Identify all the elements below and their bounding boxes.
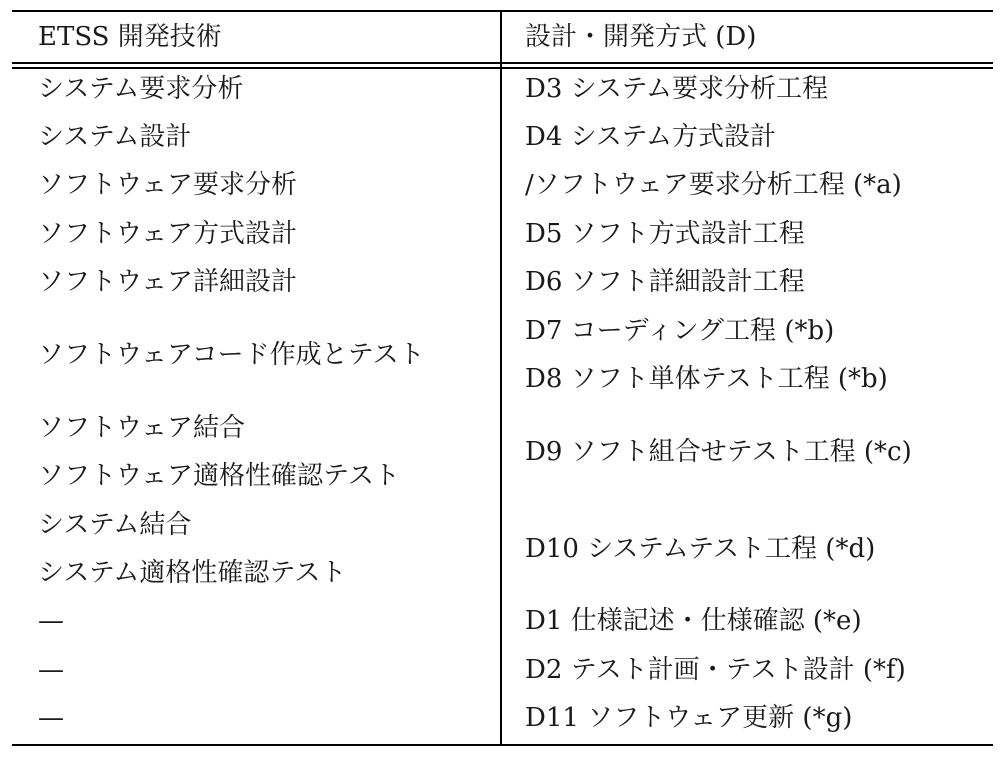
row-right-d2: D2 テスト計画・テスト設計 (*f) (525, 655, 906, 685)
row-left-software-qualification-test: ソフトウェア適格性確認テスト (38, 461, 400, 491)
row-right-d8: D8 ソフト単体テスト工程 (*b) (525, 364, 888, 394)
row-left-system-design: システム設計 (38, 122, 192, 152)
row-right-d9: D9 ソフト組合せテスト工程 (*c) (525, 437, 912, 467)
row-right-d3: D3 システム要求分析工程 (525, 74, 829, 104)
row-right-d5: D5 ソフト方式設計工程 (525, 219, 805, 249)
row-left-software-detailed-design: ソフトウェア詳細設計 (38, 267, 297, 297)
header-double-rule-lower (12, 67, 993, 69)
row-right-d6: D6 ソフト詳細設計工程 (525, 267, 805, 297)
row-right-software-requirements-process: /ソフトウェア要求分析工程 (*a) (525, 170, 902, 200)
row-left-software-integration: ソフトウェア結合 (38, 413, 245, 443)
column-divider (500, 12, 502, 746)
row-left-dash-2: — (38, 655, 64, 685)
bottom-rule (12, 744, 993, 746)
row-right-d10: D10 システムテスト工程 (*d) (525, 534, 876, 564)
row-left-dash-1: — (38, 606, 64, 636)
row-left-system-qualification-test: システム適格性確認テスト (38, 558, 347, 588)
row-left-code-and-test: ソフトウェアコード作成とテスト (38, 340, 425, 370)
row-left-software-architecture: ソフトウェア方式設計 (38, 219, 297, 249)
header-design-method: 設計・開発方式 (D) (525, 22, 757, 52)
row-right-d11: D11 ソフトウェア更新 (*g) (525, 703, 853, 733)
top-rule (12, 10, 993, 12)
row-left-system-integration: システム結合 (38, 510, 192, 540)
row-right-d4: D4 システム方式設計 (525, 122, 777, 152)
row-left-dash-3: — (38, 703, 64, 733)
header-double-rule-upper (12, 62, 993, 64)
row-right-d1: D1 仕様記述・仕様確認 (*e) (525, 606, 862, 636)
row-left-system-requirements: システム要求分析 (38, 74, 244, 104)
row-right-d7: D7 コーディング工程 (*b) (525, 316, 835, 346)
header-etss: ETSS 開発技術 (38, 22, 222, 52)
row-left-software-requirements: ソフトウェア要求分析 (38, 170, 297, 200)
